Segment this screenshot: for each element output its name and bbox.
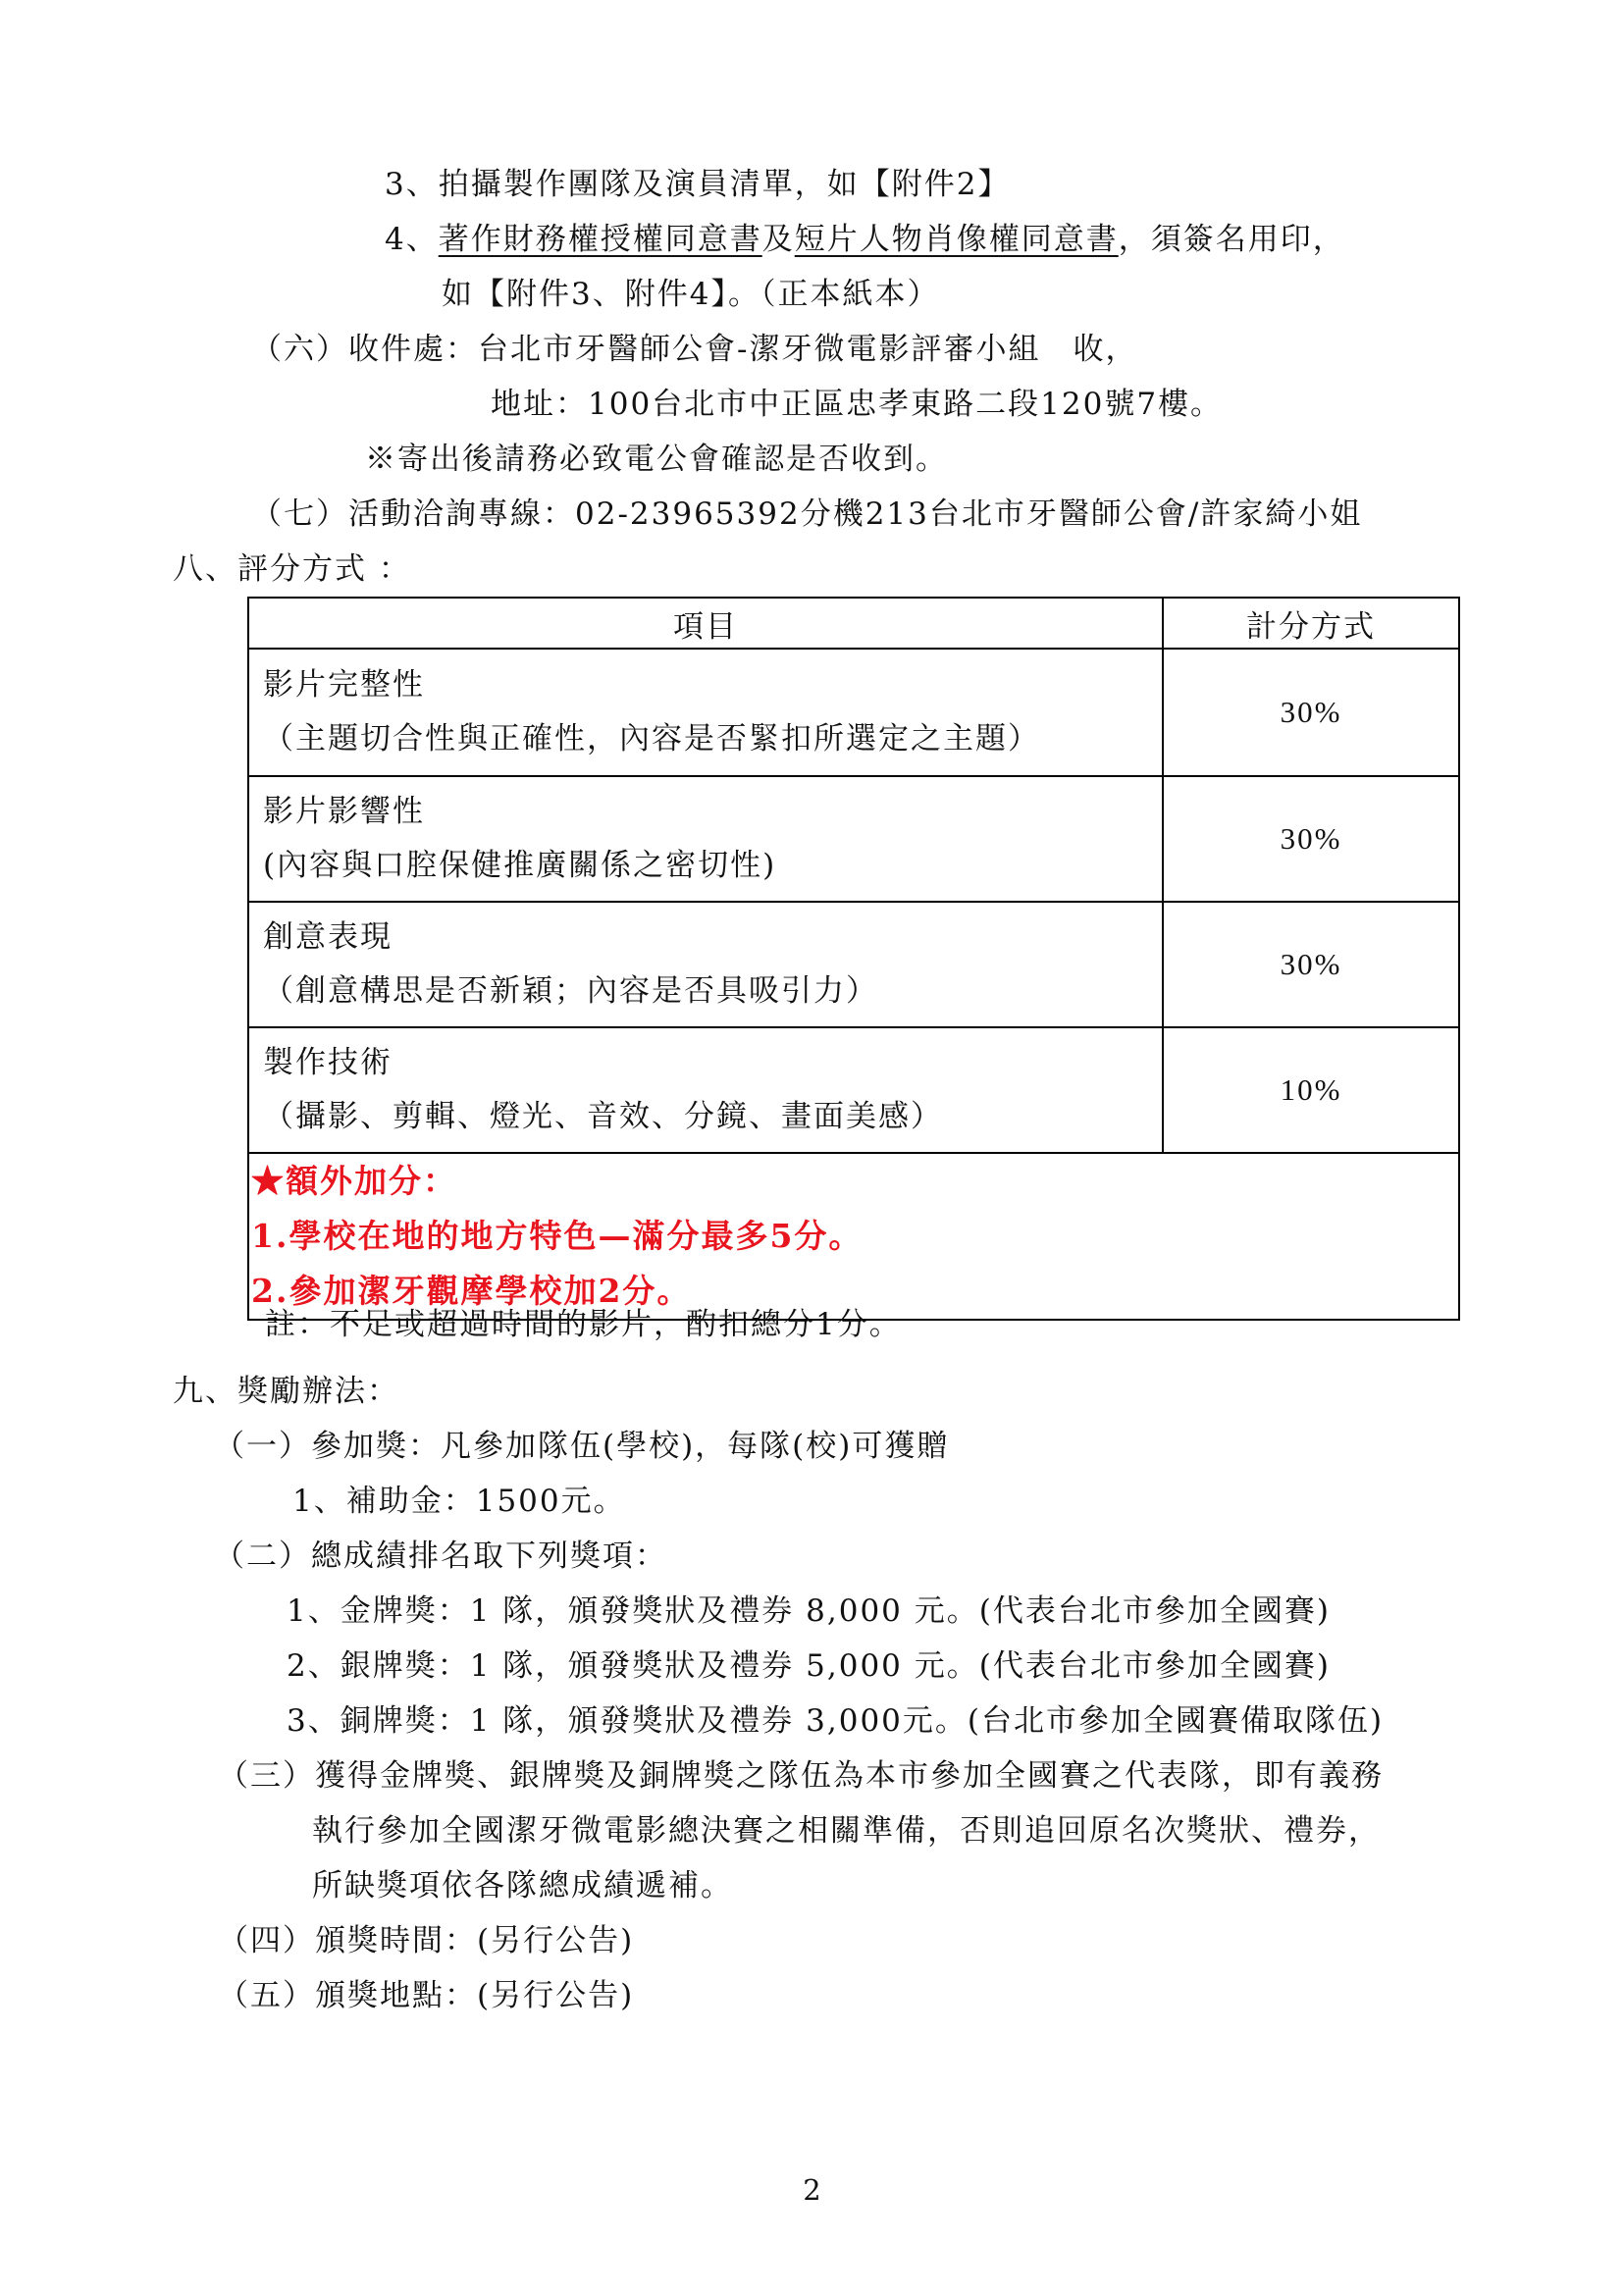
item-3-crew-list: 3、拍攝製作團隊及演員清單，如【附件2】 <box>385 167 1011 202</box>
confirmation-note: ※寄出後請務必致電公會確認是否收到。 <box>365 442 948 477</box>
table-header-row <box>248 598 1459 649</box>
table-row <box>248 902 1459 1027</box>
header-scoring: 計分方式 <box>1163 598 1459 649</box>
item-title: 影片影響性 <box>263 794 425 829</box>
table-row <box>248 649 1459 776</box>
bonus-cell <box>248 1153 1459 1320</box>
item-title: 影片完整性 <box>263 667 425 703</box>
item-cell <box>248 649 1163 776</box>
table-row <box>248 776 1459 902</box>
submission-address: 地址：100台北市中正區忠孝東路二段120號7樓。 <box>491 387 1224 422</box>
representative-team-line-3: 所缺獎項依各隊總成績遞補。 <box>312 1868 733 1904</box>
score-cell: 30% <box>1163 649 1459 776</box>
item-description: (內容與口腔保健推廣關係之密切性) <box>263 848 777 883</box>
portrait-consent-link-text: 短片人物肖像權同意書 <box>794 222 1119 257</box>
item-4-suffix: ，須簽名用印， <box>1118 222 1345 257</box>
participation-award: （一）參加獎：凡參加隊伍(學校)，每隊(校)可獲贈 <box>214 1429 950 1464</box>
scoring-table <box>247 597 1460 1321</box>
bonus-item: 2.參加潔牙觀摩學校加2分。 <box>251 1272 692 1310</box>
item-4-prefix: 4、 <box>385 222 439 257</box>
item-cell <box>248 902 1163 1027</box>
score-cell: 30% <box>1163 902 1459 1027</box>
bonus-row <box>248 1153 1459 1320</box>
item-4-consent-forms <box>385 220 1345 259</box>
bronze-award: 3、銅牌獎：1 隊，頒發獎狀及禮券 3,000元。(台北市參加全國賽備取隊伍) <box>287 1703 1385 1739</box>
representative-team-line-2: 執行參加全國潔牙微電影總決賽之相關準備，否則追回原名次獎狀、禮券， <box>312 1813 1381 1849</box>
page-number: 2 <box>803 2173 821 2207</box>
submission-location: （六）收件處：台北市牙醫師公會-潔牙微電影評審小組 收， <box>251 332 1138 367</box>
header-item: 項目 <box>248 598 1163 649</box>
inquiry-hotline: （七）活動洽詢專線：02-23965392分機213台北市牙醫師公會/許家綺小姐 <box>251 496 1363 532</box>
score-cell: 10% <box>1163 1027 1459 1153</box>
subsidy-line: 1、補助金：1500元。 <box>292 1484 626 1519</box>
award-location: （五）頒獎地點：(另行公告) <box>218 1978 635 2013</box>
award-time: （四）頒獎時間：(另行公告) <box>218 1923 635 1958</box>
item-description: （攝影、剪輯、燈光、音效、分鏡、畫面美感） <box>263 1099 943 1134</box>
ranking-awards-heading: （二）總成績排名取下列獎項： <box>214 1539 667 1574</box>
bonus-heading: ★額外加分： <box>251 1162 457 1200</box>
item-cell <box>248 776 1163 902</box>
section-8-heading: 八、評分方式 ： <box>173 551 411 587</box>
representative-team-line-1: （三）獲得金牌獎、銀牌獎及銅牌獎之隊伍為本市參加全國賽之代表隊，即有義務 <box>218 1758 1384 1794</box>
item-title: 創意表現 <box>263 919 393 955</box>
item-4-attachment-note: 如【附件3、附件4】。（正本紙本） <box>442 277 940 312</box>
item-cell <box>248 1027 1163 1153</box>
gold-award: 1、金牌獎：1 隊，頒發獎狀及禮券 8,000 元。(代表台北市參加全國賽) <box>287 1593 1331 1629</box>
bonus-item: 1.學校在地的地方特色—滿分最多5分。 <box>251 1217 864 1255</box>
item-description: （創意構思是否新穎；內容是否具吸引力） <box>263 973 878 1009</box>
score-cell: 30% <box>1163 776 1459 902</box>
table-row <box>248 1027 1459 1153</box>
time-penalty-note: 註：不足或超過時間的影片，酌扣總分1分。 <box>265 1307 902 1342</box>
silver-award: 2、銀牌獎：1 隊，頒發獎狀及禮券 5,000 元。(代表台北市參加全國賽) <box>287 1648 1331 1684</box>
section-9-heading: 九、獎勵辦法： <box>173 1374 399 1409</box>
copyright-consent-link-text: 著作財務權授權同意書 <box>438 222 762 257</box>
item-4-and: 及 <box>761 222 795 257</box>
item-title: 製作技術 <box>263 1045 393 1080</box>
item-description: （主題切合性與正確性，內容是否緊扣所選定之主題） <box>263 721 1040 756</box>
